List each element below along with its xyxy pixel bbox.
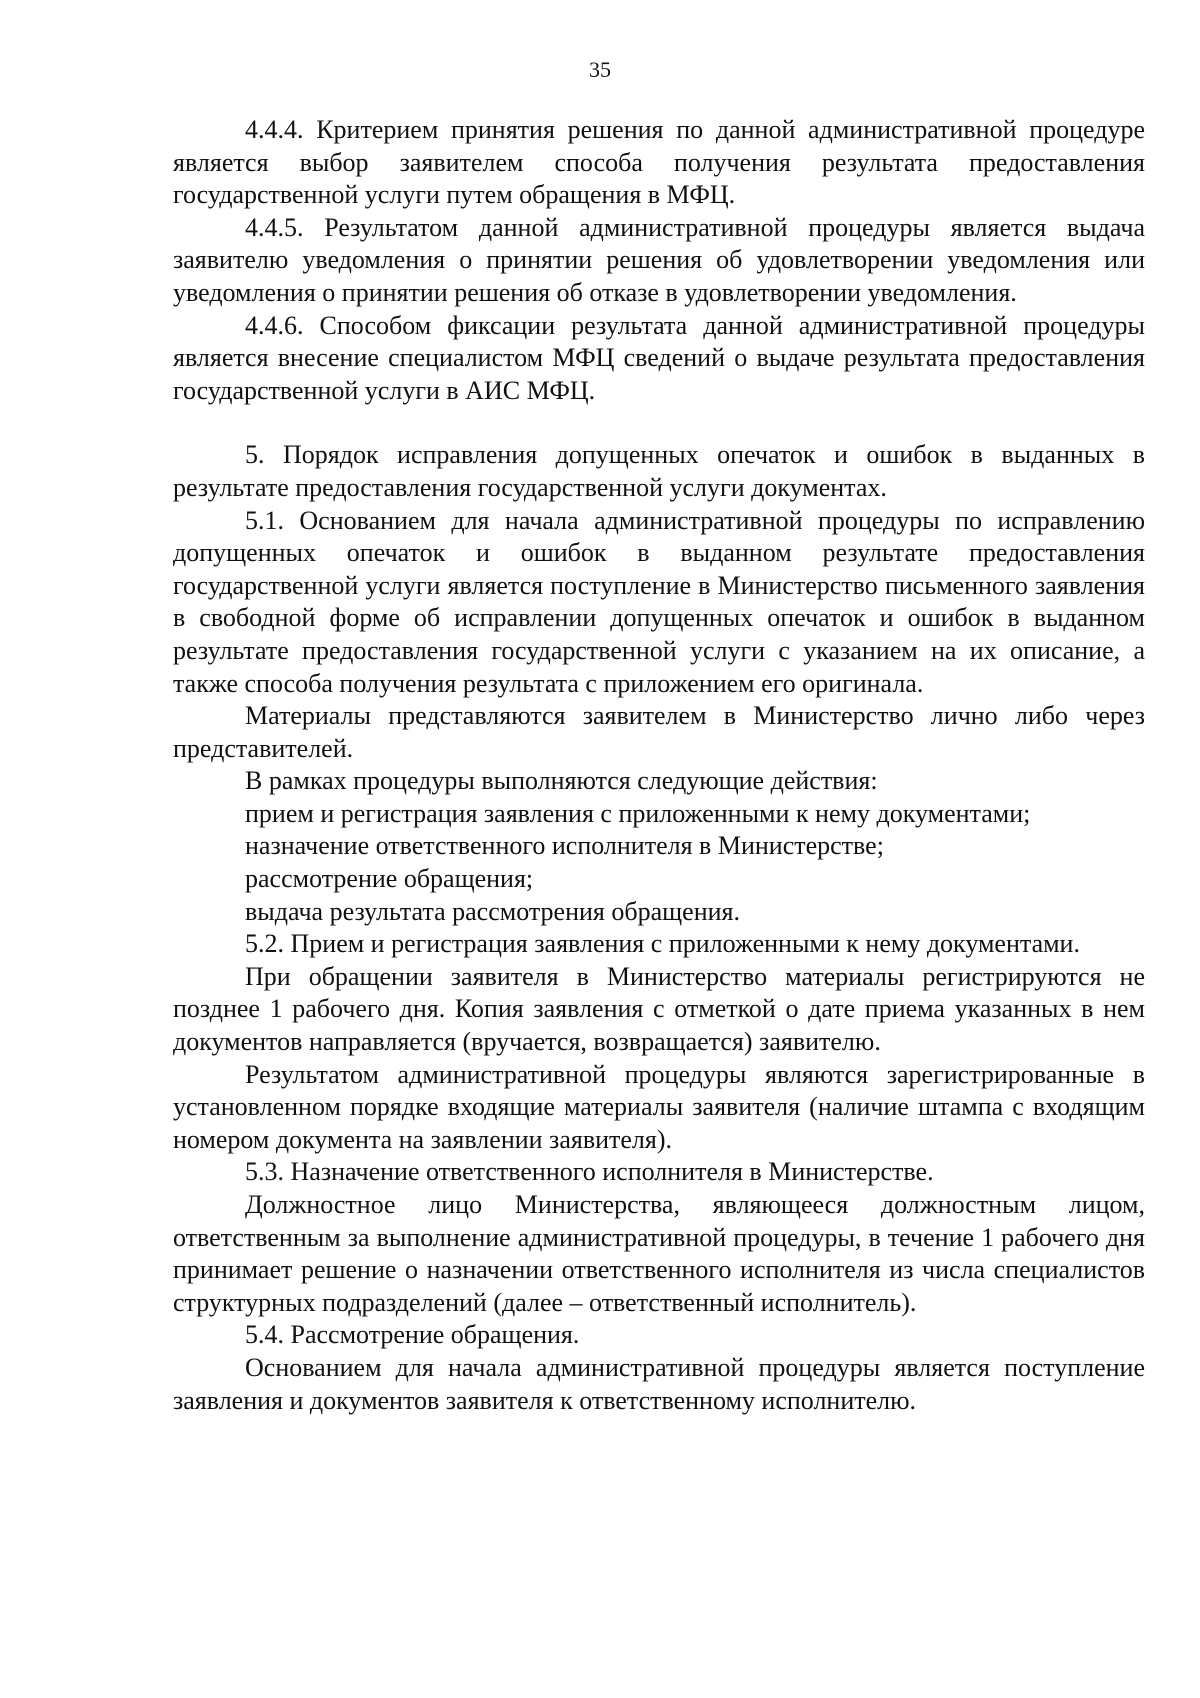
- paragraph-registration: При обращении заявителя в Министерство материалы регистрируются не позднее 1 рабочего дня. Копия заявления с отметкой о дате приема указанных в нем документов направляется (вручается, возвращается) заявителю.: [173, 961, 1145, 1057]
- list-item-assignment: назначение ответственного исполнителя в Министерстве;: [245, 831, 884, 861]
- section-5-heading: 5. Порядок исправления допущенных опечаток и ошибок в выданных в результате предоставления государственной услуги документах.: [173, 440, 1145, 502]
- list-item-reception: прием и регистрация заявления с приложенными к нему документами;: [245, 798, 1031, 828]
- paragraph-4-4-6: 4.4.6. Способом фиксации результата данной административной процедуры является внесение специалистом МФЦ сведений о выдаче результата предоставления государственной услуги в АИС МФЦ.: [173, 310, 1145, 405]
- list-item-result: выдача результата рассмотрения обращения.: [245, 896, 740, 926]
- page-number: 35: [589, 57, 611, 82]
- paragraph-5-1: 5.1. Основанием для начала административной процедуры по исправлению допущенных опечаток и ошибок в выданном результате предоставления государственной услуги является поступление в Министерство письменного заявления в свободной форме об исправлении допущенных опечаток и ошибок в выданном результате предоставления государственной услуги с указанием на их описание, а также способа получения результата с приложением его оригинала.: [173, 505, 1145, 698]
- paragraph-assignment-details: Должностное лицо Министерства, являющееся должностным лицом, ответственным за выполнение административной процедуры, в течение 1 рабочего дня принимает решение о назначении ответственного исполнителя из числа специалистов структурных подразделений (далее – ответственный исполнитель).: [173, 1190, 1145, 1317]
- paragraph-4-4-5: 4.4.5. Результатом данной административной процедуры является выдача заявителю уведомления о принятии решения об удовлетворении уведомления или уведомления о принятии решения об отказе в удовлетворении уведомления.: [173, 212, 1145, 307]
- paragraph-materials: Материалы представляются заявителем в Министерство лично либо через представителей.: [173, 701, 1145, 763]
- paragraph-registration-result: Результатом административной процедуры являются зарегистрированные в установленном порядке входящие материалы заявителя (наличие штампа с входящим номером документа на заявлении заявителя).: [173, 1059, 1145, 1154]
- paragraph-4-4-4: 4.4.4. Критерием принятия решения по данной административной процедуре является выбор заявителем способа получения результата предоставления государственной услуги путем обращения в МФЦ.: [173, 115, 1145, 210]
- section-spacer: [173, 407, 1145, 439]
- paragraph-actions-intro: В рамках процедуры выполняются следующие действия:: [245, 766, 878, 796]
- list-item-review: рассмотрение обращения;: [245, 864, 534, 894]
- paragraph-review-basis: Основанием для начала административной процедуры является поступление заявления и документов заявителя к ответственному исполнителю.: [173, 1352, 1145, 1415]
- paragraph-5-3: 5.3. Назначение ответственного исполнителя в Министерстве.: [245, 1157, 934, 1187]
- paragraph-5-2: 5.2. Прием и регистрация заявления с приложенными к нему документами.: [245, 929, 1080, 959]
- document-body: [173, 114, 1145, 1417]
- paragraph-5-4: 5.4. Рассмотрение обращения.: [245, 1320, 580, 1350]
